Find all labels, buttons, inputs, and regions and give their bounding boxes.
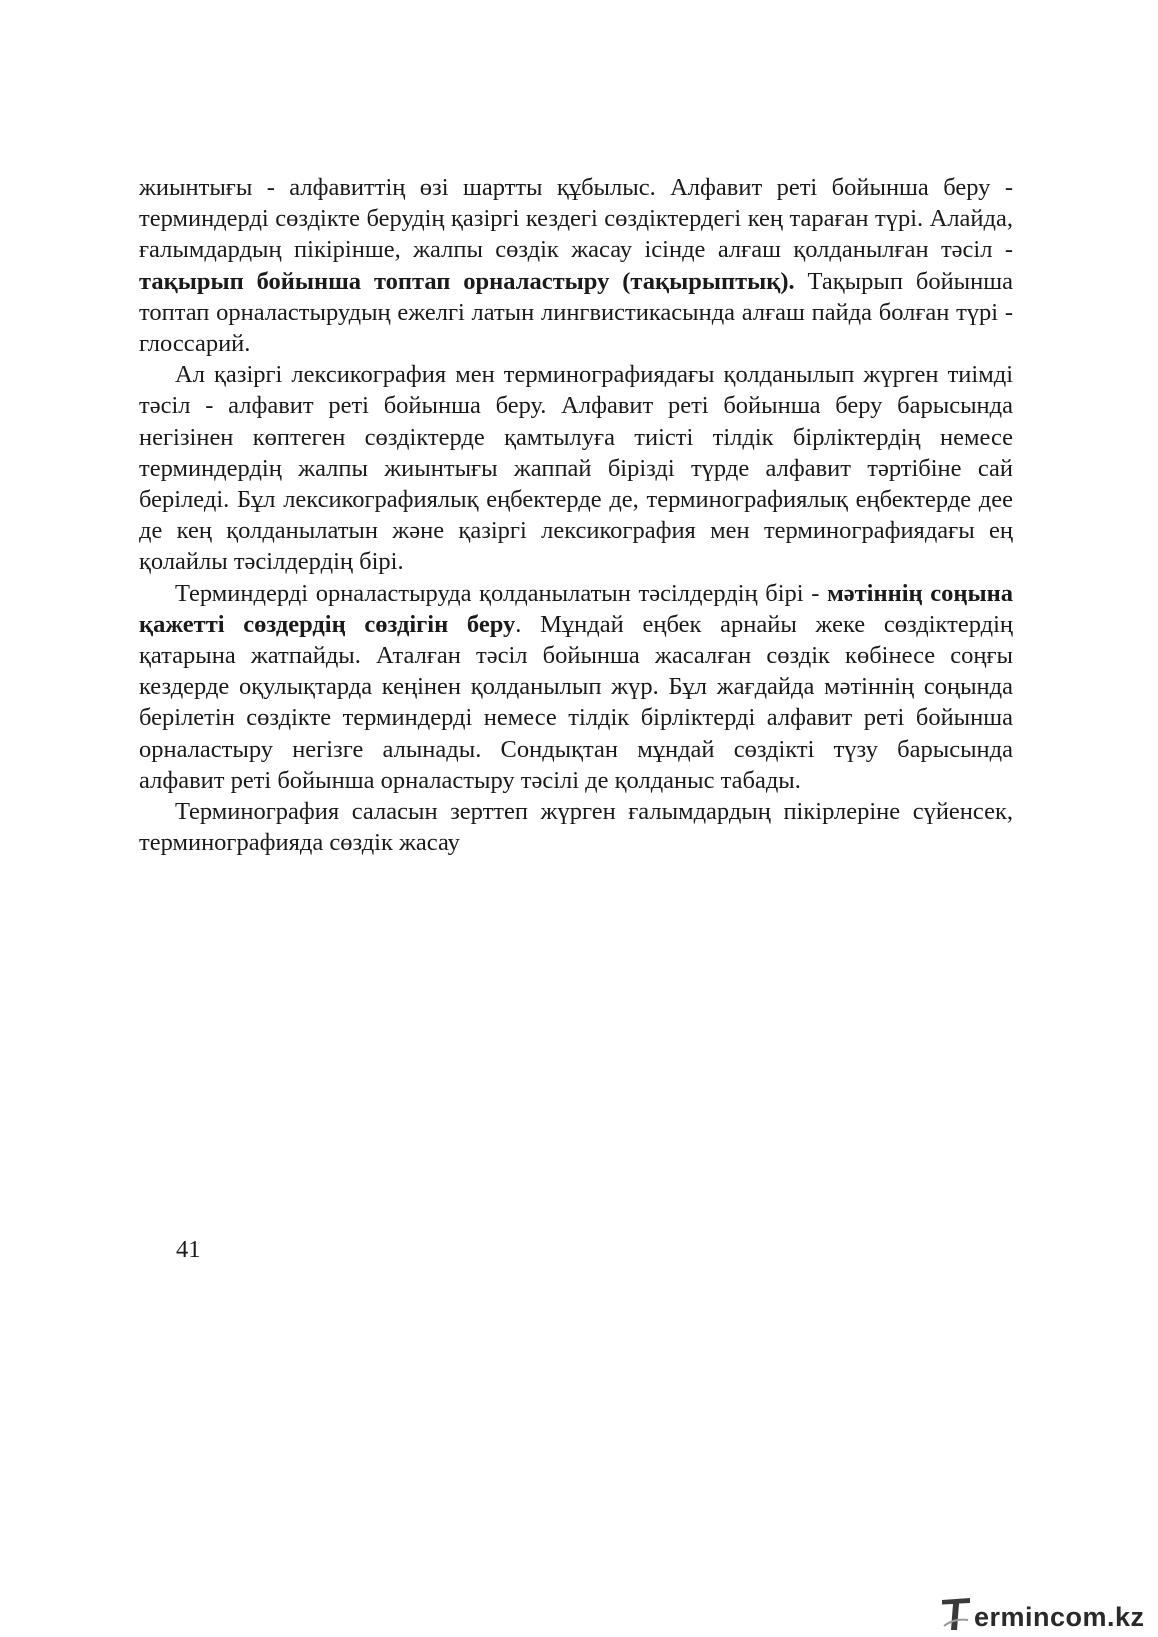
bold-term-thematic: тақырып бойынша топтап орналастыру (тақырыптық).	[139, 267, 795, 295]
watermark-text: ermincom.kz	[974, 1602, 1145, 1632]
body-text	[139, 172, 1013, 858]
text-run: . Мұндай еңбек арнайы жеке сөздіктердің қатарына жатпайды. Аталған тәсіл бойынша жасалған сөздік көбінесе соңғы кездерде оқулықтарда кеңінен қолданылып жүр. Бұл жағдайда мәтіннің соңында берілетін сөздікте терминдерді немесе тілдік бірліктерді алфавит реті бойынша орналастыру негізге алынады. Сондықтан мұндай сөздікті түзу барысында алфавит реті бойынша орналастыру тәсілі де қолданыс табады.	[139, 610, 1013, 794]
text-run: Тақырып бойынша топтап орналастырудың ежелгі латын лингвистикасында алғаш пайда болған түрі - глоссарий.	[139, 267, 1013, 358]
text-run: Терминография саласын зерттеп жүрген ғалымдардың пікірлеріне сүйенсек, терминографияда сөздік жасау	[139, 798, 1013, 857]
paragraph-3	[139, 578, 1013, 796]
text-run: жиынтығы - алфавиттің өзі шартты құбылыс. Алфавит реті бойынша беру - терминдерді сөздікте берудің қазіргі кездегі сөздіктердегі кең тараған түрі. Алайда, ғалымдардың пікірінше, жалпы сөздік жасау ісінде алғаш қолданылған тәсіл -	[139, 174, 1013, 264]
bold-term-glossary: мәтіннің соңына қажетті сөздердің сөздігін беру	[139, 579, 1013, 638]
text-run: Ал қазіргі лексикография мен терминографиядағы қолданылып жүрген тиімді тәсіл - алфавит реті бойынша беру. Алфавит реті бойынша беру барысында негізінен көптеген сөздіктерде қамтылуға тиісті тілдік бірліктердің немесе терминдердің жалпы жиынтығы жаппай бірізді түрде алфавит тәртібіне сай беріледі. Бұл лексикографиялық еңбектерде де, терминографиялық еңбектерде дее де кең қолданылатын және қазіргі лексикография мен терминографиядағы ең қолайлы тәсілдердің бірі.	[139, 361, 1013, 576]
paragraph-2	[139, 359, 1013, 577]
paragraph-4	[139, 796, 1013, 858]
watermark	[940, 1596, 1145, 1632]
text-run: Терминдерді орналастыруда қолданылатын тәсілдердің бірі -	[175, 579, 828, 607]
page-number: 41	[176, 1236, 201, 1263]
watermark-logo-icon	[940, 1596, 972, 1632]
paragraph-1	[139, 172, 1013, 359]
